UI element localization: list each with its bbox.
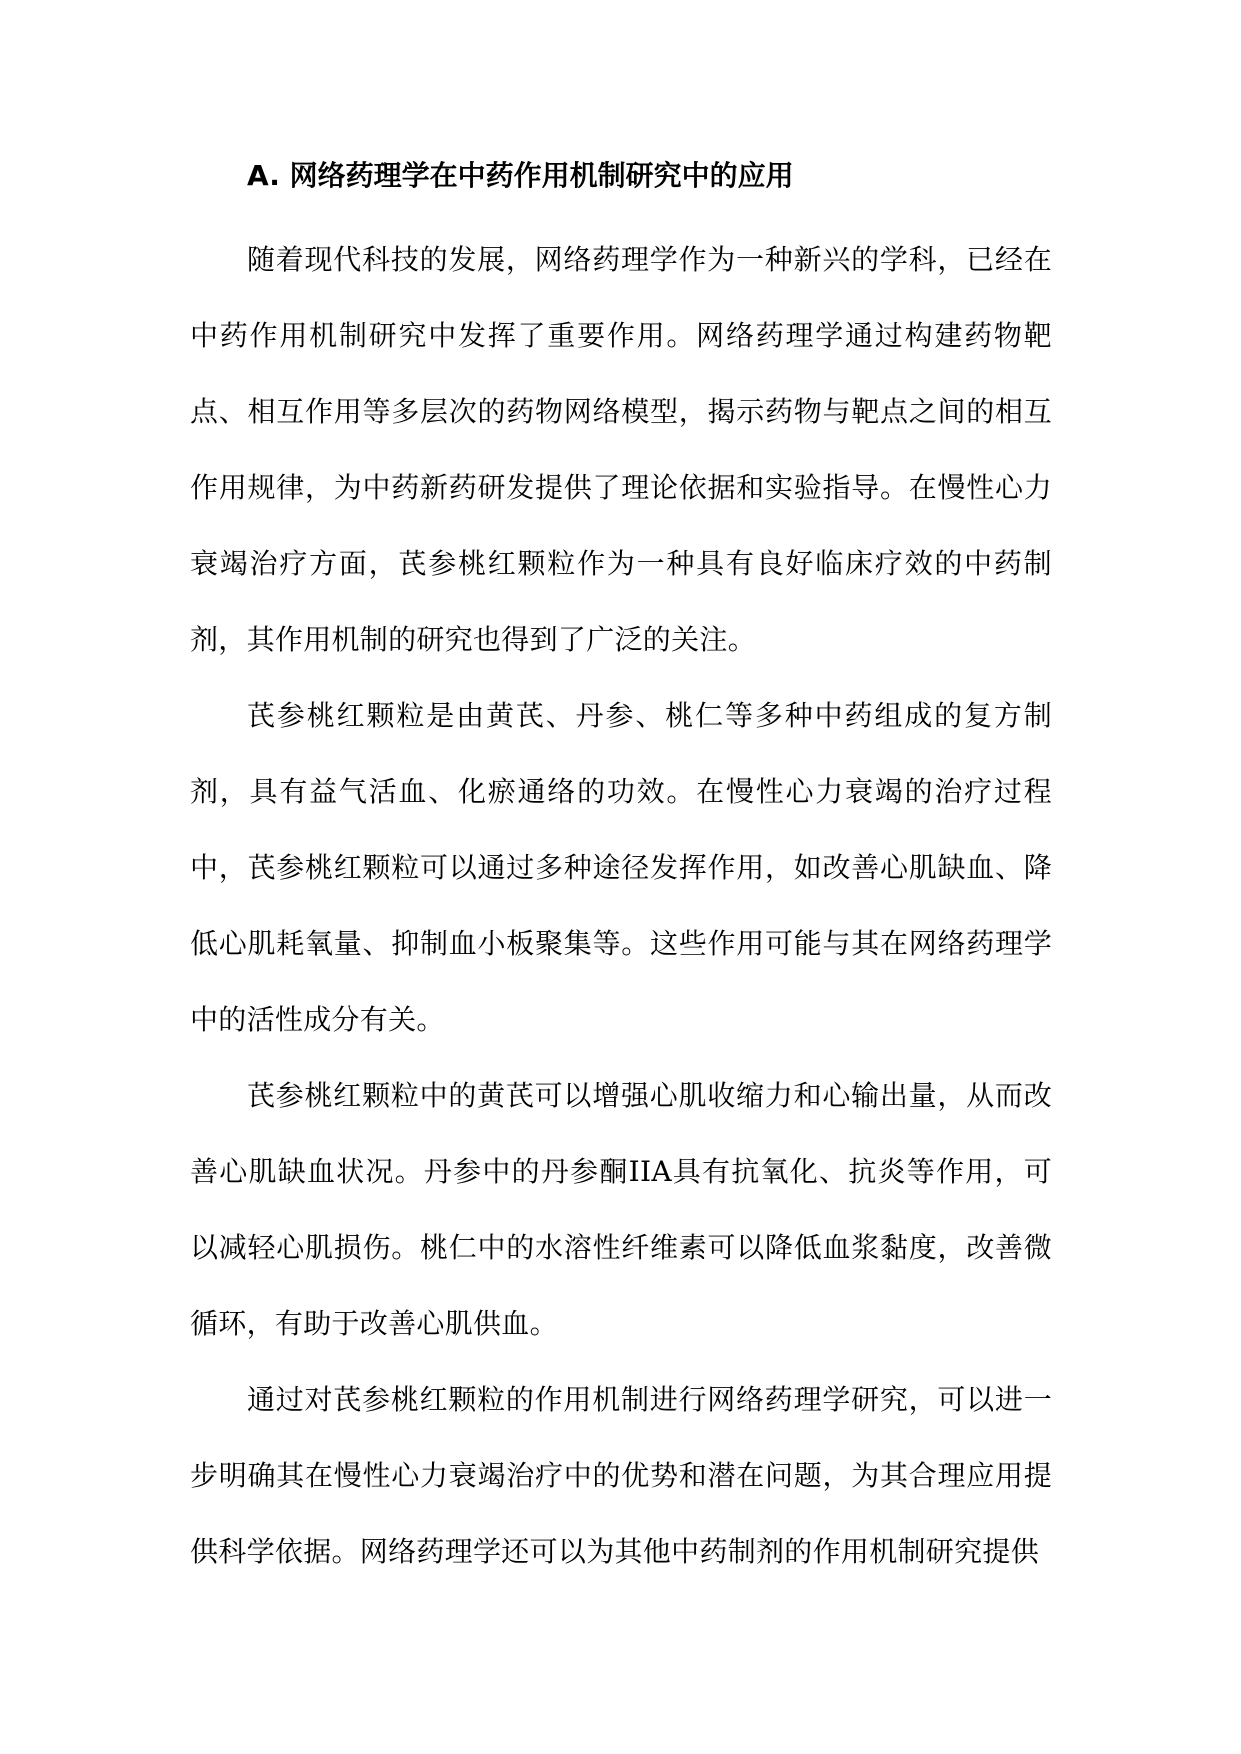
body-paragraph: 芪参桃红颗粒中的黄芪可以增强心肌收缩力和心输出量，从而改善心肌缺血状况。丹参中的丹参酮IIA具有抗氧化、抗炎等作用，可以减轻心肌损伤。桃仁中的水溶性纤维素可以降低血浆黏度，改善微循环，有助于改善心肌供血。 <box>190 1079 1052 1340</box>
page-content <box>190 148 1052 1590</box>
body-paragraph: 芪参桃红颗粒是由黄芪、丹参、桃仁等多种中药组成的复方制剂，具有益气活血、化瘀通络的功效。在慢性心力衰竭的治疗过程中，芪参桃红颗粒可以通过多种途径发挥作用，如改善心肌缺血、降低心肌耗氧量、抑制血小板聚集等。这些作用可能与其在网络药理学中的活性成分有关。 <box>190 699 1052 1036</box>
body-paragraph: 随着现代科技的发展，网络药理学作为一种新兴的学科，已经在中药作用机制研究中发挥了重要作用。网络药理学通过构建药物靶点、相互作用等多层次的药物网络模型，揭示药物与靶点之间的相互作用规律，为中药新药研发提供了理论依据和实验指导。在慢性心力衰竭治疗方面，芪参桃红颗粒作为一种具有良好临床疗效的中药制剂，其作用机制的研究也得到了广泛的关注。 <box>190 243 1052 656</box>
body-paragraph: 通过对芪参桃红颗粒的作用机制进行网络药理学研究，可以进一步明确其在慢性心力衰竭治疗中的优势和潜在问题，为其合理应用提供科学依据。网络药理学还可以为其他中药制剂的作用机制研究提供 <box>190 1383 1052 1568</box>
section-heading: A. 网络药理学在中药作用机制研究中的应用 <box>247 159 794 192</box>
